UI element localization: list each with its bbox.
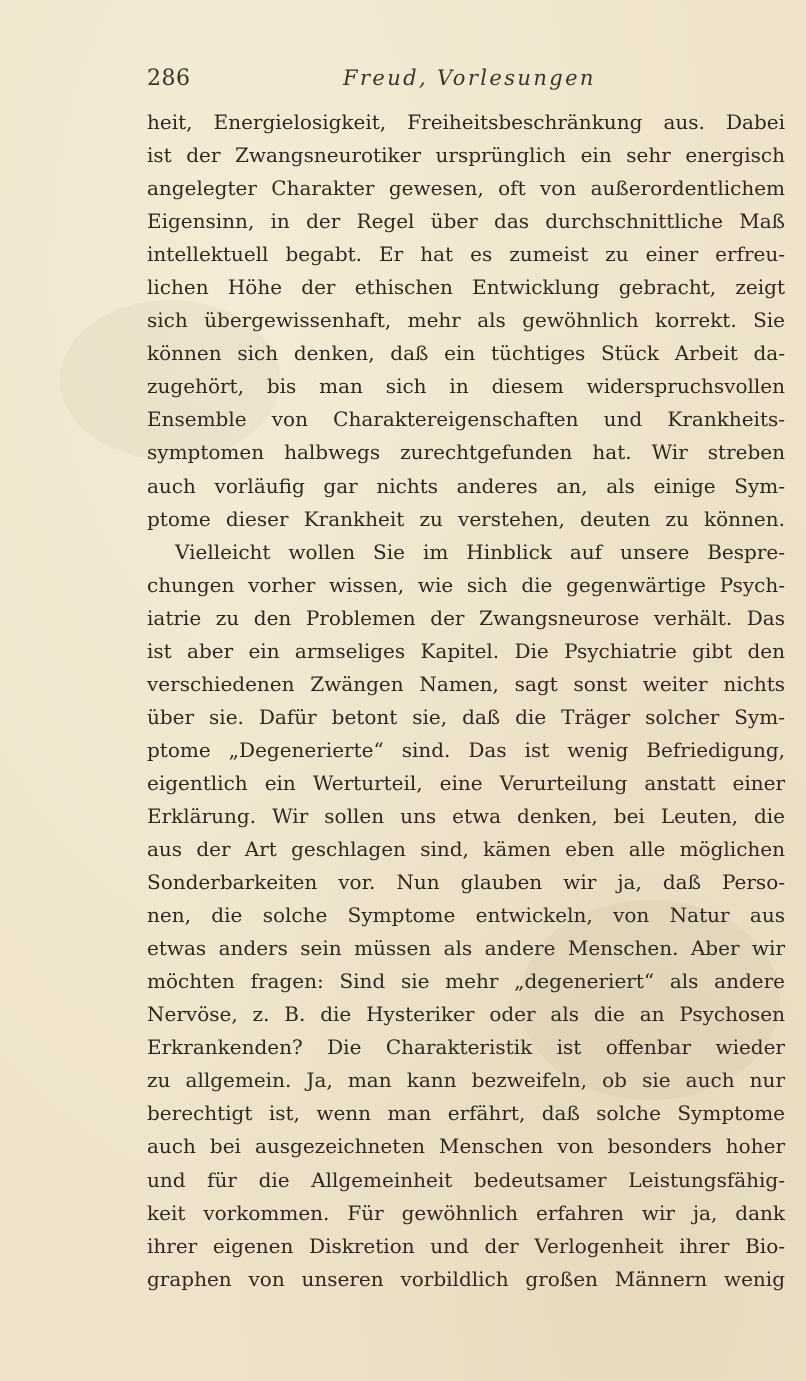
text-line: auch bei ausgezeichneten Menschen von besonders hoher xyxy=(147,1134,785,1159)
text-line: intellektuell begabt. Er hat es zumeist zu einer erfreu- xyxy=(147,242,785,267)
text-line: über sie. Dafür betont sie, daß die Träger solcher Sym- xyxy=(147,704,785,729)
text-line: sich übergewissenhaft, mehr als gewöhnlich korrekt. Sie xyxy=(147,308,785,333)
text-line: heit, Energielosigkeit, Freiheitsbeschränkung aus. Dabei xyxy=(147,110,785,134)
page-header xyxy=(147,66,787,100)
text-line: iatrie zu den Problemen der Zwangsneurose verhält. Das xyxy=(147,605,785,630)
text-line: ihrer eigenen Diskretion und der Verlogenheit ihrer Bio- xyxy=(147,1233,785,1258)
text-line: berechtigt ist, wenn man erfährt, daß solche Symptome xyxy=(147,1101,785,1126)
text-line: Eigensinn, in der Regel über das durchschnittliche Maß xyxy=(147,209,785,234)
text-line: Sonderbarkeiten vor. Nun glauben wir ja, daß Perso- xyxy=(147,870,785,895)
body-text xyxy=(147,106,785,1296)
text-line: ist aber ein armseliges Kapitel. Die Psychiatrie gibt den xyxy=(147,638,785,663)
text-line: möchten fragen: Sind sie mehr „degeneriert“ als andere xyxy=(147,969,785,994)
text-line: keit vorkommen. Für gewöhnlich erfahren wir ja, dank xyxy=(147,1200,785,1225)
text-line: ptome „Degenerierte“ sind. Das ist wenig Befriedigung, xyxy=(147,737,785,762)
text-line: auch vorläufig gar nichts anderes an, als einige Sym- xyxy=(147,473,785,498)
text-line: Vielleicht wollen Sie im Hinblick auf unsere Bespre- xyxy=(175,539,785,564)
text-line: können sich denken, daß ein tüchtiges Stück Arbeit da- xyxy=(147,341,785,366)
text-line: verschiedenen Zwängen Namen, sagt sonst weiter nichts xyxy=(147,671,785,696)
text-line: nen, die solche Symptome entwickeln, von Natur aus xyxy=(147,903,785,928)
text-line: eigentlich ein Werturteil, eine Verurteilung anstatt einer xyxy=(147,770,785,795)
text-line: Erklärung. Wir sollen uns etwa denken, bei Leuten, die xyxy=(147,803,785,828)
text-line: aus der Art geschlagen sind, kämen eben alle möglichen xyxy=(147,837,785,862)
text-line: chungen vorher wissen, wie sich die gegenwärtige Psych- xyxy=(147,572,785,597)
text-line: ist der Zwangsneurotiker ursprünglich ein sehr energisch xyxy=(147,143,785,168)
text-line: Nervöse, z. B. die Hysteriker oder als die an Psychosen xyxy=(147,1002,785,1027)
text-line: lichen Höhe der ethischen Entwicklung gebracht, zeigt xyxy=(147,275,785,300)
text-line: ptome dieser Krankheit zu verstehen, deuten zu können. xyxy=(147,506,785,531)
text-line: etwas anders sein müssen als andere Menschen. Aber wir xyxy=(147,936,785,961)
page-number: 286 xyxy=(147,66,191,91)
text-line: angelegter Charakter gewesen, oft von außerordentlichem xyxy=(147,176,785,201)
text-line: zu allgemein. Ja, man kann bezweifeln, ob sie auch nur xyxy=(147,1068,785,1093)
text-line: Erkrankenden? Die Charakteristik ist offenbar wieder xyxy=(147,1035,785,1060)
text-line: Ensemble von Charaktereigenschaften und Krankheits- xyxy=(147,407,785,432)
text-line: graphen von unseren vorbildlich großen Männern wenig xyxy=(147,1266,785,1291)
text-line: und für die Allgemeinheit bedeutsamer Leistungsfähig- xyxy=(147,1167,785,1192)
text-line: zugehört, bis man sich in diesem widerspruchsvollen xyxy=(147,374,785,399)
running-title: Freud, Vorlesungen xyxy=(343,66,596,90)
text-line: symptomen halbwegs zurechtgefunden hat. Wir streben xyxy=(147,440,785,465)
